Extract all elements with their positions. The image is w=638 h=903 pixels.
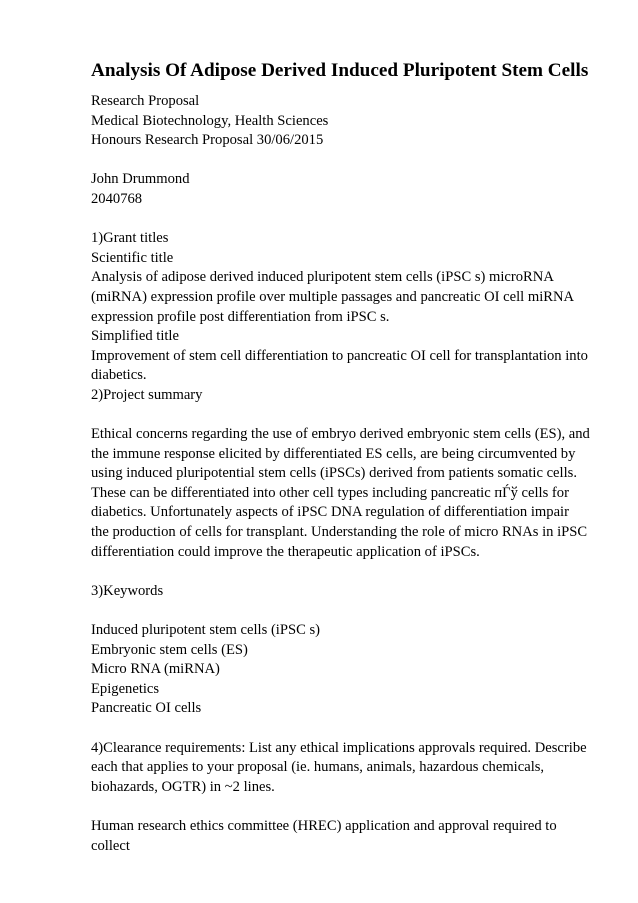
keywords-list bbox=[91, 621, 598, 719]
grant-titles-section bbox=[91, 229, 598, 405]
keyword-item: Pancreatic OI cells bbox=[91, 700, 202, 717]
clearance-section bbox=[91, 739, 598, 798]
spacer bbox=[91, 406, 598, 426]
spacer bbox=[91, 601, 598, 621]
spacer bbox=[91, 797, 598, 817]
keyword-item: Micro RNA (miRNA) bbox=[91, 661, 220, 678]
paragraph-line: Human research ethics committee (HREC) application and approval required to bbox=[91, 817, 557, 834]
paragraph-line: expression profile post differentiation from iPSC s. bbox=[91, 308, 390, 325]
hrec-paragraph bbox=[91, 817, 598, 856]
spacer bbox=[91, 719, 598, 739]
paragraph-line: biohazards, OGTR) in ~2 lines. bbox=[91, 778, 275, 795]
document-title: Analysis Of Adipose Derived Induced Pluripotent Stem Cells bbox=[91, 60, 589, 81]
subheading: Simplified title bbox=[91, 328, 179, 345]
keyword-item: Induced pluripotent stem cells (iPSC s) bbox=[91, 622, 321, 639]
paragraph-line: These can be differentiated into other cell types including pancreatic пЃў cells for bbox=[91, 484, 569, 501]
header-line: Medical Biotechnology, Health Sciences bbox=[91, 112, 329, 129]
paragraph-line: diabetics. Unfortunately aspects of iPSC DNA regulation of differentiation impair bbox=[91, 504, 569, 521]
paragraph-line: Ethical concerns regarding the use of embryo derived embryonic stem cells (ES), and bbox=[91, 426, 590, 443]
spacer bbox=[91, 210, 598, 230]
spacer bbox=[91, 562, 598, 582]
keyword-item: Epigenetics bbox=[91, 680, 160, 697]
paragraph-line: using induced pluripotential stem cells (iPSCs) derived from patients somatic cells. bbox=[91, 465, 577, 482]
header-line: Research Proposal bbox=[91, 93, 200, 109]
author-block bbox=[91, 170, 598, 209]
section-heading: 1)Grant titles bbox=[91, 230, 169, 247]
paragraph-line: Analysis of adipose derived induced pluripotent stem cells (iPSC s) microRNA bbox=[91, 269, 554, 286]
project-summary-paragraph bbox=[91, 425, 598, 562]
header-line: Honours Research Proposal 30/06/2015 bbox=[91, 132, 324, 149]
paragraph-line: 4)Clearance requirements: List any ethical implications approvals required. Describe bbox=[91, 739, 587, 756]
author-name: John Drummond bbox=[91, 171, 190, 188]
paragraph-line: diabetics. bbox=[91, 367, 147, 384]
paragraph-line: (miRNA) expression profile over multiple passages and pancreatic OI cell miRNA bbox=[91, 288, 575, 305]
section-heading: 3)Keywords bbox=[91, 582, 164, 599]
paragraph-line: differentiation could improve the therapeutic application of iPSCs. bbox=[91, 543, 480, 560]
paragraph-line: collect bbox=[91, 837, 130, 854]
section-heading: 2)Project summary bbox=[91, 386, 203, 403]
student-number: 2040768 bbox=[91, 190, 143, 207]
paragraph-line: each that applies to your proposal (ie. humans, animals, hazardous chemicals, bbox=[91, 759, 545, 776]
paragraph-line: Improvement of stem cell differentiation to pancreatic OI cell for transplantation into bbox=[91, 347, 588, 364]
keyword-item: Embryonic stem cells (ES) bbox=[91, 641, 248, 658]
spacer bbox=[91, 151, 598, 171]
paragraph-line: the production of cells for transplant. Understanding the role of micro RNAs in iPSC bbox=[91, 524, 588, 541]
subheading: Scientific title bbox=[91, 249, 174, 266]
paragraph-line: the immune response elicited by differentiated ES cells, are being circumvented by bbox=[91, 445, 576, 462]
header-block bbox=[91, 92, 598, 151]
